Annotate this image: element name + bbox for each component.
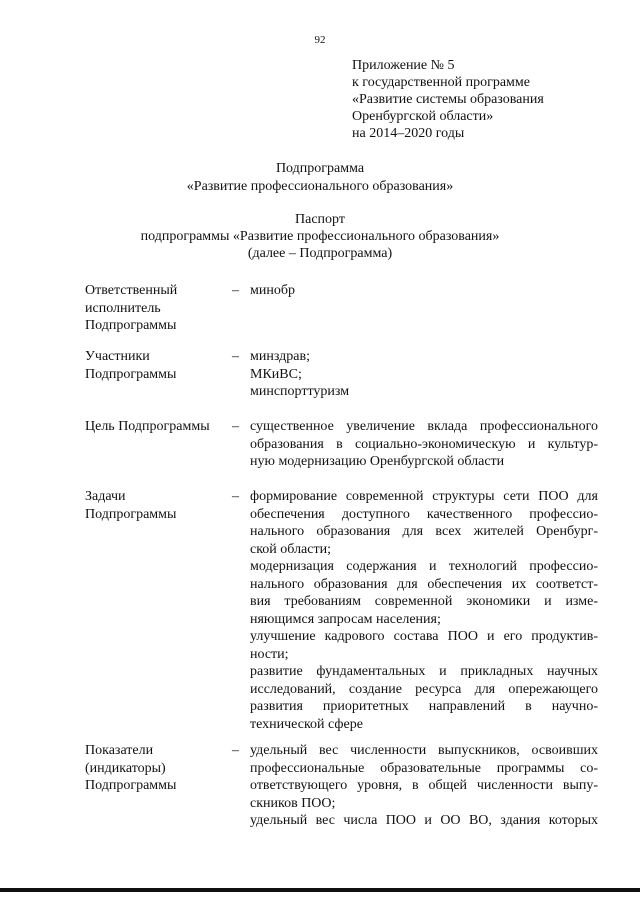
row-value-line: няющимся запросам населения;: [250, 611, 441, 627]
row-dash: –: [232, 283, 239, 298]
subprogram-name: «Развитие профессионального образования»: [186, 179, 454, 194]
row-value-line: обеспечения доступного качественного профессио-: [250, 506, 598, 522]
appendix-line: на 2014–2020 годы: [352, 126, 465, 141]
row-value-line: модернизация содержания и технологий профессио-: [250, 559, 598, 574]
row-value-line: вия требованиям современной экономики и изме-: [250, 594, 598, 609]
row-value: [250, 742, 598, 830]
row-value: [250, 418, 598, 471]
row-value-line: минспорттуризм: [250, 384, 350, 399]
appendix-note: [352, 57, 622, 142]
row-value-line: удельный вес численности выпускников, освоивших: [250, 743, 598, 758]
row-value: [250, 348, 598, 401]
row-dash: –: [232, 419, 239, 434]
row-label-line: Подпрограммы: [85, 318, 177, 333]
row-label-line: Цель Подпрограммы: [85, 419, 210, 434]
row-dash: –: [232, 743, 239, 758]
row-label: [85, 488, 230, 523]
row-value-line: нального образования для всех жителей Оренбург-: [250, 524, 598, 539]
row-dash: –: [232, 489, 239, 504]
row-value-line: МКиВС;: [250, 366, 302, 382]
passport-subtitle: подпрограммы «Развитие профессионального образования»: [140, 229, 500, 244]
row-value-line: развития приоритетных направлений в научно-: [250, 699, 598, 714]
row-label: [85, 742, 230, 795]
row-value-line: ную модернизацию Оренбургской области: [250, 454, 505, 469]
row-dash: –: [232, 349, 239, 364]
row-value: [250, 488, 598, 733]
row-value-line: развитие фундаментальных и прикладных научных: [250, 664, 598, 679]
row-value-line: исследований, создание ресурса для опережающего: [250, 681, 598, 697]
row-label-line: Подпрограммы: [85, 506, 177, 522]
passport-heading: [0, 211, 640, 262]
page-bottom-rule: [0, 888, 640, 892]
row-label-line: Подпрограммы: [85, 778, 177, 793]
row-value-line: технической сфере: [250, 716, 363, 732]
page-number: 92: [314, 34, 326, 46]
row-value-line: минобр: [250, 283, 295, 298]
passport-note: (далее – Подпрограмма): [247, 246, 393, 261]
row-value: [250, 282, 598, 300]
row-label-line: Подпрограммы: [85, 366, 177, 382]
row-value-line: нального образования для обеспечения их соответст-: [250, 576, 598, 592]
row-value-line: существенное увеличение вклада профессионального: [250, 419, 598, 434]
row-label-line: (индикаторы): [85, 760, 166, 776]
row-label-line: исполнитель: [85, 300, 161, 316]
row-value-line: скников ПОО;: [250, 795, 336, 811]
row-value-line: удельный вес числа ПОО и ОО ВО, здания которых: [250, 813, 598, 828]
row-label-line: Участники: [85, 349, 150, 364]
row-value-line: ской области;: [250, 541, 331, 557]
passport-title: Паспорт: [295, 212, 345, 227]
row-value-line: образования в социально-экономическую и культур-: [250, 436, 598, 452]
row-label-line: Ответственный: [85, 283, 178, 298]
row-label: [85, 418, 230, 436]
appendix-line: к государственной программе: [352, 75, 530, 90]
appendix-line: «Развитие системы образования: [352, 92, 544, 107]
appendix-line: Приложение № 5: [352, 58, 455, 73]
row-value-line: ности;: [250, 646, 289, 662]
row-value-line: ответствующего уровня, в общей численности выпу-: [250, 778, 598, 793]
row-value-line: минздрав;: [250, 349, 310, 364]
subprogram-heading: [0, 160, 640, 196]
row-label-line: Показатели: [85, 743, 154, 758]
row-label-line: Задачи: [85, 489, 126, 504]
row-value-line: улучшение кадрового состава ПОО и его продуктив-: [250, 629, 598, 644]
subprogram-title: Подпрограмма: [275, 161, 365, 176]
row-label: [85, 348, 230, 383]
appendix-line: Оренбургской области»: [352, 109, 494, 124]
row-value-line: формирование современной структуры сети ПОО для: [250, 489, 598, 504]
row-label: [85, 282, 230, 335]
row-value-line: профессиональные образовательные программы со-: [250, 760, 598, 776]
